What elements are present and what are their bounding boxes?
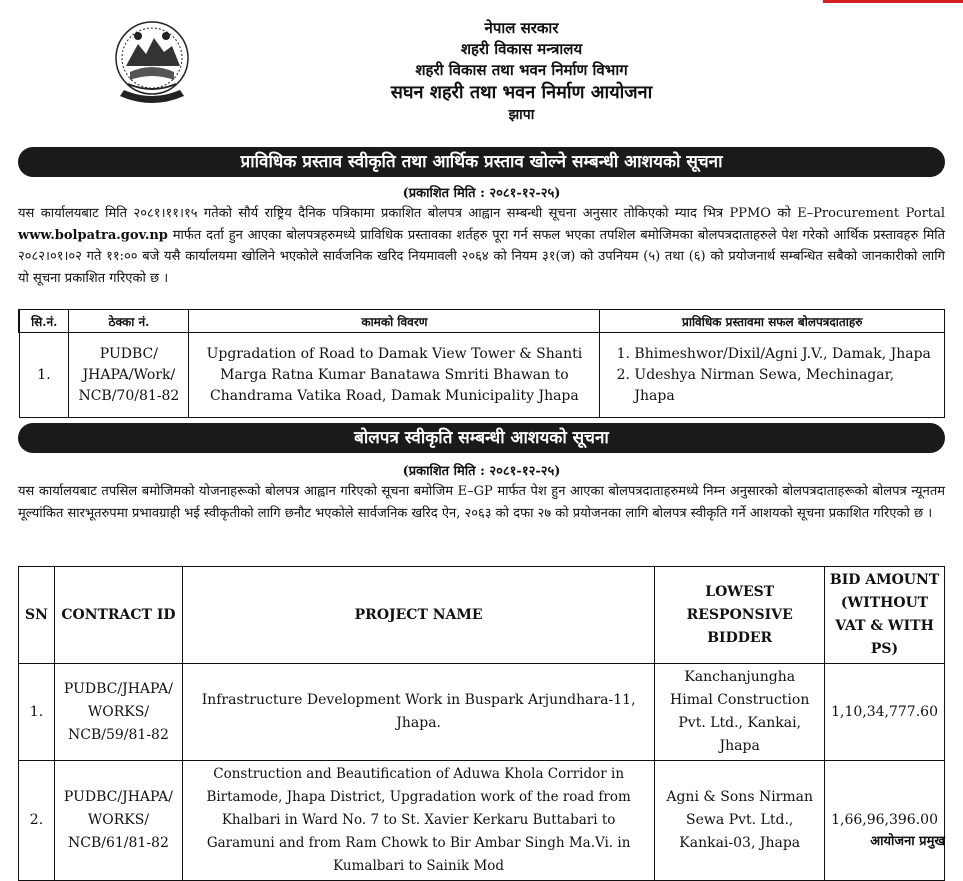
notice2-title: बोलपत्र स्वीकृति सम्बन्धी आशयको सूचना: [18, 423, 945, 453]
table-header-row: [19, 310, 945, 333]
signoff: आयोजना प्रमुख: [870, 834, 945, 849]
cell-contract-id: PUDBC/JHAPA/ WORKS/ NCB/59/81-82: [54, 664, 182, 761]
portal-link[interactable]: www.bolpatra.gov.np: [18, 227, 168, 243]
col-description: कामको विवरण: [189, 310, 600, 333]
col-contract-id: CONTRACT ID: [54, 567, 182, 664]
bidder-item: 1. Bhimeshwor/Dixil/Agni J.V., Damak, Jhapa: [634, 344, 938, 365]
col-lowest-bidder: LOWEST RESPONSIVE BIDDER: [655, 567, 825, 664]
cell-sn: 1.: [19, 333, 69, 418]
top-red-strip: [823, 0, 963, 3]
col-contract: ठेक्का नं.: [69, 310, 189, 333]
cell-bidder: Agni & Sons Nirman Sewa Pvt. Ltd., Kankai-03, Jhapa: [655, 761, 825, 881]
nepal-emblem-icon: [108, 14, 196, 110]
table-row: [19, 761, 945, 881]
header-project: सघन शहरी तथा भवन निर्माण आयोजना: [390, 82, 653, 103]
bid-acceptance-table: [18, 566, 945, 881]
notice1-body-post: मार्फत दर्ता हुन आएका बोलपत्रहरुमध्ये प्राविधिक प्रस्तावका शर्तहरु पूरा गर्न सफल भएका तपशिल बमोजिमका बोलपत्रदाताहरुले पेश गरेको आर्थिक प्रस्तावहरु मिति २०८२।०१।०२ गते ११:०० बजे यसै कार्यालयमा खोलिने भएकोले सार्वजनिक खरिद नियमावली २०६४ को नियम ३१(ज) को उपनियम (५) तथा (६) को प्रयोजनार्थ सम्बन्धित सबैको जानकारीको लागि यो सूचना प्रकाशित गरिएको छ ।: [18, 227, 945, 286]
col-sn: SN: [19, 567, 55, 664]
table-header-row: [19, 567, 945, 664]
notice1-published-date: (प्रकाशित मिति : २०८१-१२-२५): [402, 186, 561, 201]
table-row: [19, 664, 945, 761]
cell-bidders: [600, 333, 945, 418]
cell-bidder: Kanchanjungha Himal Construction Pvt. Ltd., Kankai, Jhapa: [655, 664, 825, 761]
col-bid-amount: BID AMOUNT (WITHOUT VAT & WITH PS): [825, 567, 945, 664]
table-row: [19, 333, 945, 418]
cell-contract: PUDBC/ JHAPA/Work/ NCB/70/81-82: [69, 333, 189, 418]
header-department: शहरी विकास तथा भवन निर्माण विभाग: [415, 61, 628, 79]
header-ministry: शहरी विकास मन्त्रालय: [460, 40, 583, 58]
cell-sn: 1.: [19, 664, 55, 761]
cell-project-name: Construction and Beautification of Aduwa Khola Corridor in Birtamode, Jhapa District, Upgradation work of the road from Khalbari in Ward No. 7 to St. Xavier Kerkaru Buttabari to Garamuni and from Ram Chowk to Bir Ambar Singh Ma.Vi. in Kumalbari to Sainik Mod: [182, 761, 654, 881]
notice1-body: [18, 203, 945, 289]
header-district: झापा: [508, 107, 535, 123]
cell-project-name: Infrastructure Development Work in Buspark Arjundhara-11, Jhapa.: [182, 664, 654, 761]
cell-description: Upgradation of Road to Damak View Tower & Shanti Marga Ratna Kumar Banatawa Smriti Bhawan to Chandrama Vatika Road, Damak Municipality Jhapa: [189, 333, 600, 418]
office-header: [200, 18, 843, 126]
cell-contract-id: PUDBC/JHAPA/ WORKS/ NCB/61/81-82: [54, 761, 182, 881]
header-government: नेपाल सरकार: [484, 19, 559, 37]
bidder-item: 2. Udeshya Nirman Sewa, Mechinagar, Jhapa: [634, 365, 938, 407]
cell-amount: 1,66,96,396.00: [825, 761, 945, 881]
cell-sn: 2.: [19, 761, 55, 881]
col-successful-bidders: प्राविधिक प्रस्तावमा सफल बोलपत्रदाताहरु: [600, 310, 945, 333]
col-sn: सि.नं.: [19, 310, 69, 333]
notice1-title: प्राविधिक प्रस्ताव स्वीकृति तथा आर्थिक प्रस्ताव खोल्ने सम्बन्धी आशयको सूचना: [18, 147, 945, 177]
col-project-name: PROJECT NAME: [182, 567, 654, 664]
notice1-body-pre: यस कार्यालयबाट मिति २०८१।११।१५ गतेको सौर्य राष्ट्रिय दैनिक पत्रिकामा प्रकाशित बोलपत्र आह्वान सम्बन्धी सूचना अनुसार तोकिएको म्याद भित्र PPMO को E–Procurement Portal: [18, 206, 945, 221]
notice2-body: यस कार्यालयबाट तपसिल बमोजिमको योजनाहरूको बोलपत्र आह्वान गरिएको सूचना बमोजिम E–GP मार्फत पेश हुन आएका बोलपत्रदाताहरुमध्ये निम्न अनुसारको बोलपत्रदाताहरूको बोलपत्र न्यूनतम मूल्यांकित सारभूतरुपमा प्रभावग्राही भई स्वीकृतीको लागि छनौट भएकोले सार्वजनिक खरिद ऐन, २०६३ को दफा २७ को प्रयोजनका लागि बोलपत्र स्वीकृति गर्ने आशयको सूचना प्रकाशित गरिएको छ ।: [18, 484, 945, 521]
notice2-published-date: (प्रकाशित मिति : २०८१-१२-२५): [402, 464, 561, 479]
cell-amount: 1,10,34,777.60: [825, 664, 945, 761]
technical-proposal-table: [18, 309, 945, 418]
